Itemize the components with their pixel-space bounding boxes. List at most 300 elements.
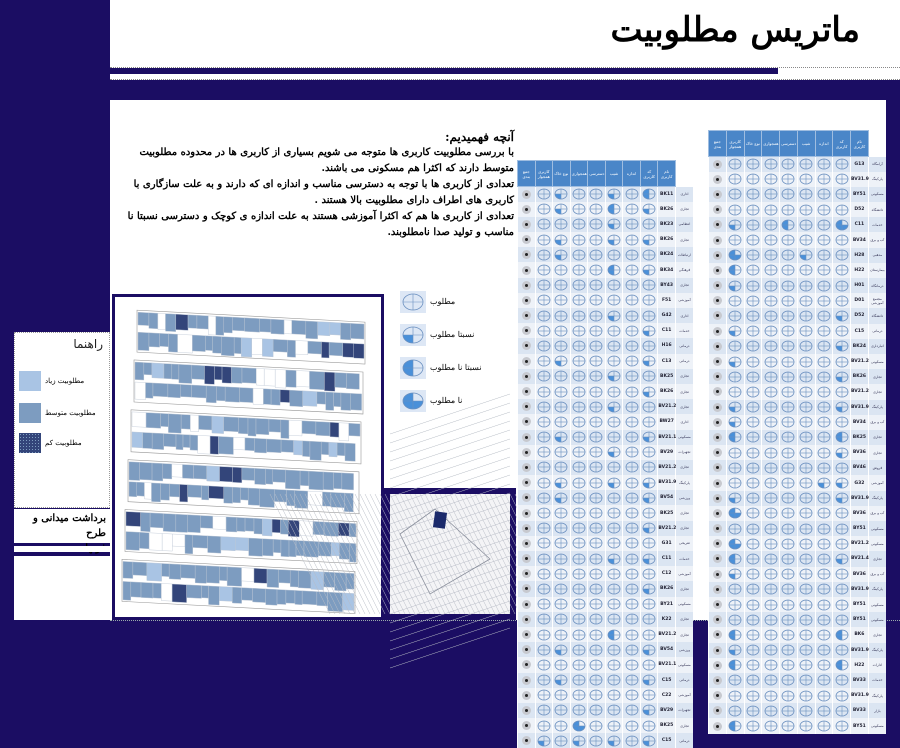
matrix-header-cell: اندازه xyxy=(623,161,641,187)
desirability-cell-icon xyxy=(815,582,833,597)
summary-indicator-icon xyxy=(518,505,536,520)
matrix-row xyxy=(518,369,694,384)
landuse-code: BK34 xyxy=(658,262,676,277)
desirability-cell-icon xyxy=(553,703,571,718)
landuse-name: خدمات xyxy=(868,217,886,232)
desirability-cell-icon xyxy=(744,202,762,217)
landuse-code: BV21.1 xyxy=(658,657,676,672)
symbol-legend-item xyxy=(400,384,510,417)
desirability-cell-icon xyxy=(726,688,744,703)
summary-indicator-icon xyxy=(518,521,536,536)
landuse-name: مجتمع آموزشی xyxy=(868,293,886,308)
desirability-cell-icon xyxy=(797,658,815,673)
desirability-cell-icon xyxy=(726,536,744,551)
desirability-cell-icon xyxy=(640,642,658,657)
matrix-row xyxy=(709,643,887,658)
matrix-row xyxy=(709,718,887,733)
desirability-cell-icon xyxy=(553,278,571,293)
desirability-cell-icon xyxy=(780,643,798,658)
study-area-highlight xyxy=(433,511,447,529)
desirability-cell-icon xyxy=(744,718,762,733)
summary-indicator-icon xyxy=(518,232,536,247)
desirability-cell-icon xyxy=(588,627,606,642)
summary-indicator-icon xyxy=(709,400,727,415)
desirability-cell-icon xyxy=(570,688,588,703)
desirability-cell-icon xyxy=(815,612,833,627)
desirability-cell-icon xyxy=(815,232,833,247)
desirability-cell-icon xyxy=(762,536,780,551)
desirability-cell-icon xyxy=(623,718,641,733)
desirability-cell-icon xyxy=(833,643,851,658)
summary-indicator-icon xyxy=(709,187,727,202)
landuse-name: مسکونی xyxy=(868,718,886,733)
desirability-cell-icon xyxy=(535,733,553,748)
matrix-row xyxy=(709,217,887,232)
desirability-cell-icon xyxy=(588,475,606,490)
desirability-cell-icon xyxy=(744,460,762,475)
desirability-cell-icon xyxy=(797,445,815,460)
desirability-cell-icon xyxy=(588,323,606,338)
desirability-cell-icon xyxy=(570,612,588,627)
landuse-name: مسکونی xyxy=(868,612,886,627)
desirability-cell-icon xyxy=(762,293,780,308)
desirability-cell-icon xyxy=(535,202,553,217)
summary-indicator-icon xyxy=(518,354,536,369)
landuse-code: C11 xyxy=(851,217,869,232)
desirability-cell-icon xyxy=(605,430,623,445)
desirability-cell-icon xyxy=(570,338,588,353)
desirability-cell-icon xyxy=(833,172,851,187)
matrix-row xyxy=(709,339,887,354)
summary-indicator-icon xyxy=(518,490,536,505)
desirability-cell-icon xyxy=(570,597,588,612)
desirability-cell-icon xyxy=(726,172,744,187)
desirability-cell-icon xyxy=(605,460,623,475)
desirability-cell-icon xyxy=(570,414,588,429)
desirability-cell-icon xyxy=(797,384,815,399)
desirability-cell-icon xyxy=(762,475,780,490)
matrix-row xyxy=(518,703,694,718)
desirability-cell-icon xyxy=(553,490,571,505)
desirability-cell-icon xyxy=(535,521,553,536)
desirability-cell-icon xyxy=(744,643,762,658)
desirability-cell-icon xyxy=(553,338,571,353)
landuse-code: BK26 xyxy=(658,232,676,247)
desirability-cell-icon xyxy=(623,293,641,308)
desirability-cell-icon xyxy=(833,293,851,308)
landuse-code: BV31.9 xyxy=(851,400,869,415)
landuse-name: درمانی xyxy=(675,338,693,353)
desirability-cell-icon xyxy=(797,157,815,172)
desirability-cell-icon xyxy=(815,536,833,551)
desirability-cell-icon xyxy=(744,688,762,703)
desirability-cell-icon xyxy=(623,581,641,596)
landuse-name: تجاری xyxy=(675,278,693,293)
desirability-cell-icon xyxy=(640,597,658,612)
legend-item-medium: مطلوبیت متوسط xyxy=(19,403,96,423)
desirability-cell-icon xyxy=(535,475,553,490)
desirability-cell-icon xyxy=(762,384,780,399)
landuse-code: BY43 xyxy=(658,278,676,293)
desirability-cell-icon xyxy=(570,217,588,232)
summary-indicator-icon xyxy=(709,688,727,703)
matrix-header-cell: شیب xyxy=(605,161,623,187)
desirability-cell-icon xyxy=(780,612,798,627)
summary-indicator-icon xyxy=(709,263,727,278)
desirability-cell-icon xyxy=(640,338,658,353)
desirability-cell-icon xyxy=(535,278,553,293)
desirability-cell-icon xyxy=(535,369,553,384)
landuse-code: BV54 xyxy=(658,642,676,657)
landuse-code: C15 xyxy=(658,733,676,748)
desirability-cell-icon xyxy=(815,248,833,263)
desirability-cell-icon xyxy=(744,248,762,263)
landuse-name: تجاری xyxy=(675,581,693,596)
landuse-name: پارکینگ xyxy=(868,688,886,703)
summary-indicator-icon xyxy=(518,536,536,551)
desirability-cell-icon xyxy=(797,369,815,384)
desirability-cell-icon xyxy=(762,506,780,521)
desirability-cell-icon xyxy=(833,718,851,733)
desirability-cell-icon xyxy=(535,308,553,323)
desirability-cell-icon xyxy=(815,658,833,673)
landuse-name: آب و برق xyxy=(868,232,886,247)
matrix-row xyxy=(518,688,694,703)
desirability-cell-icon xyxy=(780,491,798,506)
desirability-cell-icon xyxy=(553,581,571,596)
desirability-cell-icon xyxy=(780,551,798,566)
desirability-cell-icon xyxy=(553,642,571,657)
landuse-code: BY51 xyxy=(851,612,869,627)
desirability-cell-icon xyxy=(815,688,833,703)
desirability-cell-icon xyxy=(797,400,815,415)
desirability-cell-icon xyxy=(762,643,780,658)
desirability-cell-icon xyxy=(726,643,744,658)
desirability-cell-icon xyxy=(726,551,744,566)
desirability-cell-icon xyxy=(780,567,798,582)
desirability-cell-icon xyxy=(797,582,815,597)
desirability-cell-icon xyxy=(780,263,798,278)
desirability-cell-icon xyxy=(623,536,641,551)
desirability-cell-icon xyxy=(588,308,606,323)
landuse-name: پارکینگ xyxy=(675,475,693,490)
landuse-code: BV31.9 xyxy=(851,491,869,506)
matrix-header-cell: نوع خاک xyxy=(553,161,571,187)
desirability-cell-icon xyxy=(815,157,833,172)
desirability-cell-icon xyxy=(797,597,815,612)
desirability-cell-icon xyxy=(605,521,623,536)
desirability-cell-icon xyxy=(815,384,833,399)
matrix-row xyxy=(518,399,694,414)
desirability-cell-icon xyxy=(570,718,588,733)
desirability-cell-icon xyxy=(623,657,641,672)
landuse-code: BV33 xyxy=(851,703,869,718)
desirability-cell-icon xyxy=(726,460,744,475)
summary-indicator-icon xyxy=(518,475,536,490)
summary-indicator-icon xyxy=(518,187,536,202)
landuse-code: G32 xyxy=(851,475,869,490)
landuse-name: انتظامی xyxy=(675,217,693,232)
desirability-cell-icon xyxy=(780,475,798,490)
desirability-cell-icon xyxy=(640,521,658,536)
desirability-cell-icon xyxy=(570,673,588,688)
desirability-cell-icon xyxy=(588,612,606,627)
desirability-cell-icon xyxy=(623,262,641,277)
desirability-cell-icon xyxy=(797,506,815,521)
landuse-name: آموزشی xyxy=(675,688,693,703)
desirability-cell-icon xyxy=(640,247,658,262)
summary-paragraph-3: تعدادی از کاربری ها هم که اکثرا آموزشی هستند به علت اندازه ی کوچک و دسترسی نسبتا نا مناسب و تولید صدا نامطلوبند. xyxy=(127,211,514,238)
landuse-code: BK11 xyxy=(658,187,676,202)
desirability-cell-icon xyxy=(535,627,553,642)
landuse-name: آموزشی xyxy=(675,293,693,308)
desirability-cell-icon xyxy=(815,430,833,445)
desirability-cell-icon xyxy=(726,567,744,582)
desirability-cell-icon xyxy=(815,703,833,718)
summary-indicator-icon xyxy=(709,551,727,566)
landuse-name: بازار xyxy=(868,703,886,718)
desirability-cell-icon xyxy=(744,491,762,506)
matrix-row xyxy=(709,369,887,384)
landuse-code: G42 xyxy=(658,308,676,323)
desirability-cell-icon xyxy=(833,445,851,460)
desirability-cell-icon xyxy=(640,612,658,627)
desirability-cell-icon xyxy=(833,232,851,247)
desirability-cell-icon xyxy=(780,354,798,369)
landuse-name: مسکونی xyxy=(675,430,693,445)
desirability-cell-icon xyxy=(535,551,553,566)
landuse-name: آرامگاه xyxy=(868,157,886,172)
desirability-cell-icon xyxy=(744,430,762,445)
desirability-cell-icon xyxy=(623,430,641,445)
desirability-cell-icon xyxy=(535,460,553,475)
matrix-row xyxy=(518,460,694,475)
matrix-row xyxy=(518,490,694,505)
desirability-cell-icon xyxy=(780,157,798,172)
desirability-cell-icon xyxy=(833,263,851,278)
symbol-legend-item xyxy=(400,351,510,384)
desirability-cell-icon xyxy=(726,400,744,415)
desirability-cell-icon xyxy=(744,445,762,460)
matrix-row xyxy=(518,627,694,642)
desirability-cell-icon xyxy=(553,612,571,627)
desirability-cell-icon xyxy=(833,187,851,202)
summary-indicator-icon xyxy=(709,415,727,430)
landuse-name: پارکینگ xyxy=(868,491,886,506)
matrix-row xyxy=(709,232,887,247)
desirability-cell-icon xyxy=(762,718,780,733)
summary-heading: آنچه فهمیدیم: xyxy=(445,130,514,144)
matrix-header-cell: دسترسی xyxy=(588,161,606,187)
desirability-cell-icon xyxy=(605,247,623,262)
matrix-row xyxy=(709,475,887,490)
desirability-cell-icon xyxy=(605,627,623,642)
matrix-row xyxy=(518,262,694,277)
landuse-code: BV46 xyxy=(851,460,869,475)
desirability-cell-icon xyxy=(640,217,658,232)
desirability-cell-icon xyxy=(553,187,571,202)
landuse-name: تجاری xyxy=(868,384,886,399)
desirability-cell-icon xyxy=(570,703,588,718)
desirability-cell-icon xyxy=(553,293,571,308)
desirability-cell-icon xyxy=(570,202,588,217)
landuse-code: BV21.2 xyxy=(851,384,869,399)
desirability-cell-icon xyxy=(833,369,851,384)
desirability-cell-icon xyxy=(623,597,641,612)
desirability-cell-icon xyxy=(570,384,588,399)
desirability-cell-icon xyxy=(833,339,851,354)
desirability-cell-icon xyxy=(744,415,762,430)
circle-quarter-filled-icon xyxy=(400,324,426,346)
desirability-cell-icon xyxy=(640,308,658,323)
matrix-row xyxy=(518,445,694,460)
desirability-cell-icon xyxy=(744,703,762,718)
summary-indicator-icon xyxy=(518,612,536,627)
landuse-code: BV29 xyxy=(658,445,676,460)
matrix-row xyxy=(709,703,887,718)
desirability-cell-icon xyxy=(623,278,641,293)
landuse-code: BY21 xyxy=(658,597,676,612)
desirability-cell-icon xyxy=(762,172,780,187)
landuse-code: BV34 xyxy=(851,415,869,430)
desirability-cell-icon xyxy=(535,323,553,338)
desirability-cell-icon xyxy=(797,460,815,475)
desirability-cell-icon xyxy=(553,475,571,490)
landuse-code: BV36 xyxy=(851,506,869,521)
matrix-row xyxy=(518,521,694,536)
desirability-cell-icon xyxy=(570,232,588,247)
landuse-name: فرهنگی xyxy=(675,262,693,277)
desirability-cell-icon xyxy=(605,475,623,490)
summary-indicator-icon xyxy=(518,597,536,612)
map-legend xyxy=(14,332,110,508)
desirability-cell-icon xyxy=(570,460,588,475)
matrix-row xyxy=(709,278,887,293)
summary-indicator-icon xyxy=(518,369,536,384)
desirability-cell-icon xyxy=(744,369,762,384)
desirability-cell-icon xyxy=(535,505,553,520)
desirability-cell-icon xyxy=(726,627,744,642)
desirability-cell-icon xyxy=(762,551,780,566)
matrix-row xyxy=(518,384,694,399)
landuse-code: BK24 xyxy=(658,247,676,262)
summary-indicator-icon xyxy=(518,414,536,429)
desirability-cell-icon xyxy=(640,414,658,429)
desirability-cell-icon xyxy=(535,657,553,672)
matrix-row xyxy=(709,597,887,612)
desirability-cell-icon xyxy=(833,521,851,536)
matrix-row xyxy=(518,597,694,612)
matrix-row xyxy=(518,475,694,490)
desirability-cell-icon xyxy=(780,430,798,445)
landuse-code: BV21.2 xyxy=(658,521,676,536)
matrix-row xyxy=(709,536,887,551)
landuse-name: خدمات xyxy=(868,673,886,688)
matrix-header-cell: کاربری همجوار xyxy=(726,131,744,157)
desirability-cell-icon xyxy=(833,491,851,506)
landuse-code: BK26 xyxy=(658,581,676,596)
desirability-cell-icon xyxy=(726,248,744,263)
desirability-cell-icon xyxy=(762,263,780,278)
desirability-cell-icon xyxy=(570,551,588,566)
matrix-header-cell: نام کاربری xyxy=(658,161,676,187)
landuse-code: BV21.4 xyxy=(851,551,869,566)
desirability-cell-icon xyxy=(797,703,815,718)
summary-indicator-icon xyxy=(709,703,727,718)
matrix-header-cell: جمع بندی xyxy=(709,131,727,157)
desirability-cell-icon xyxy=(553,551,571,566)
matrix-row xyxy=(518,718,694,733)
desirability-cell-icon xyxy=(640,323,658,338)
matrix-row xyxy=(709,582,887,597)
desirability-cell-icon xyxy=(623,414,641,429)
desirability-cell-icon xyxy=(535,384,553,399)
landuse-name: تجاری xyxy=(675,232,693,247)
desirability-cell-icon xyxy=(744,324,762,339)
summary-indicator-icon xyxy=(709,384,727,399)
desirability-cell-icon xyxy=(780,308,798,323)
landuse-name: تجاری xyxy=(675,627,693,642)
landuse-code: BK26 xyxy=(851,369,869,384)
desirability-cell-icon xyxy=(605,551,623,566)
desirability-cell-icon xyxy=(605,293,623,308)
landuse-name: پارکینگ xyxy=(868,643,886,658)
desirability-cell-icon xyxy=(535,247,553,262)
desirability-cell-icon xyxy=(588,642,606,657)
desirability-cell-icon xyxy=(762,354,780,369)
desirability-cell-icon xyxy=(588,445,606,460)
desirability-cell-icon xyxy=(640,657,658,672)
landuse-code: BV21.1 xyxy=(658,430,676,445)
summary-indicator-icon xyxy=(709,718,727,733)
desirability-cell-icon xyxy=(762,491,780,506)
desirability-cell-icon xyxy=(640,232,658,247)
desirability-cell-icon xyxy=(726,673,744,688)
matrix-row xyxy=(709,400,887,415)
matrix-row xyxy=(518,338,694,353)
desirability-cell-icon xyxy=(780,324,798,339)
desirability-cell-icon xyxy=(726,612,744,627)
desirability-cell-icon xyxy=(744,673,762,688)
desirability-cell-icon xyxy=(553,399,571,414)
desirability-cell-icon xyxy=(570,657,588,672)
desirability-cell-icon xyxy=(623,505,641,520)
desirability-cell-icon xyxy=(744,597,762,612)
desirability-cell-icon xyxy=(588,460,606,475)
desirability-cell-icon xyxy=(605,505,623,520)
matrix-row xyxy=(709,157,887,172)
desirability-cell-icon xyxy=(762,232,780,247)
desirability-cell-icon xyxy=(726,232,744,247)
desirability-cell-icon xyxy=(762,521,780,536)
desirability-cell-icon xyxy=(605,718,623,733)
location-keymap-frame xyxy=(384,488,516,620)
desirability-cell-icon xyxy=(570,247,588,262)
desirability-cell-icon xyxy=(553,733,571,748)
desirability-cell-icon xyxy=(833,536,851,551)
landuse-code: BY51 xyxy=(851,521,869,536)
desirability-cell-icon xyxy=(623,369,641,384)
desirability-cell-icon xyxy=(570,278,588,293)
matrix-row xyxy=(518,308,694,323)
matrix-row xyxy=(709,567,887,582)
desirability-cell-icon xyxy=(815,293,833,308)
landuse-name: تجاری xyxy=(675,521,693,536)
matrix-header-cell: نوع خاک xyxy=(744,131,762,157)
summary-indicator-icon xyxy=(709,278,727,293)
landuse-name: خدمات xyxy=(675,551,693,566)
landuse-name: مسکونی xyxy=(675,657,693,672)
